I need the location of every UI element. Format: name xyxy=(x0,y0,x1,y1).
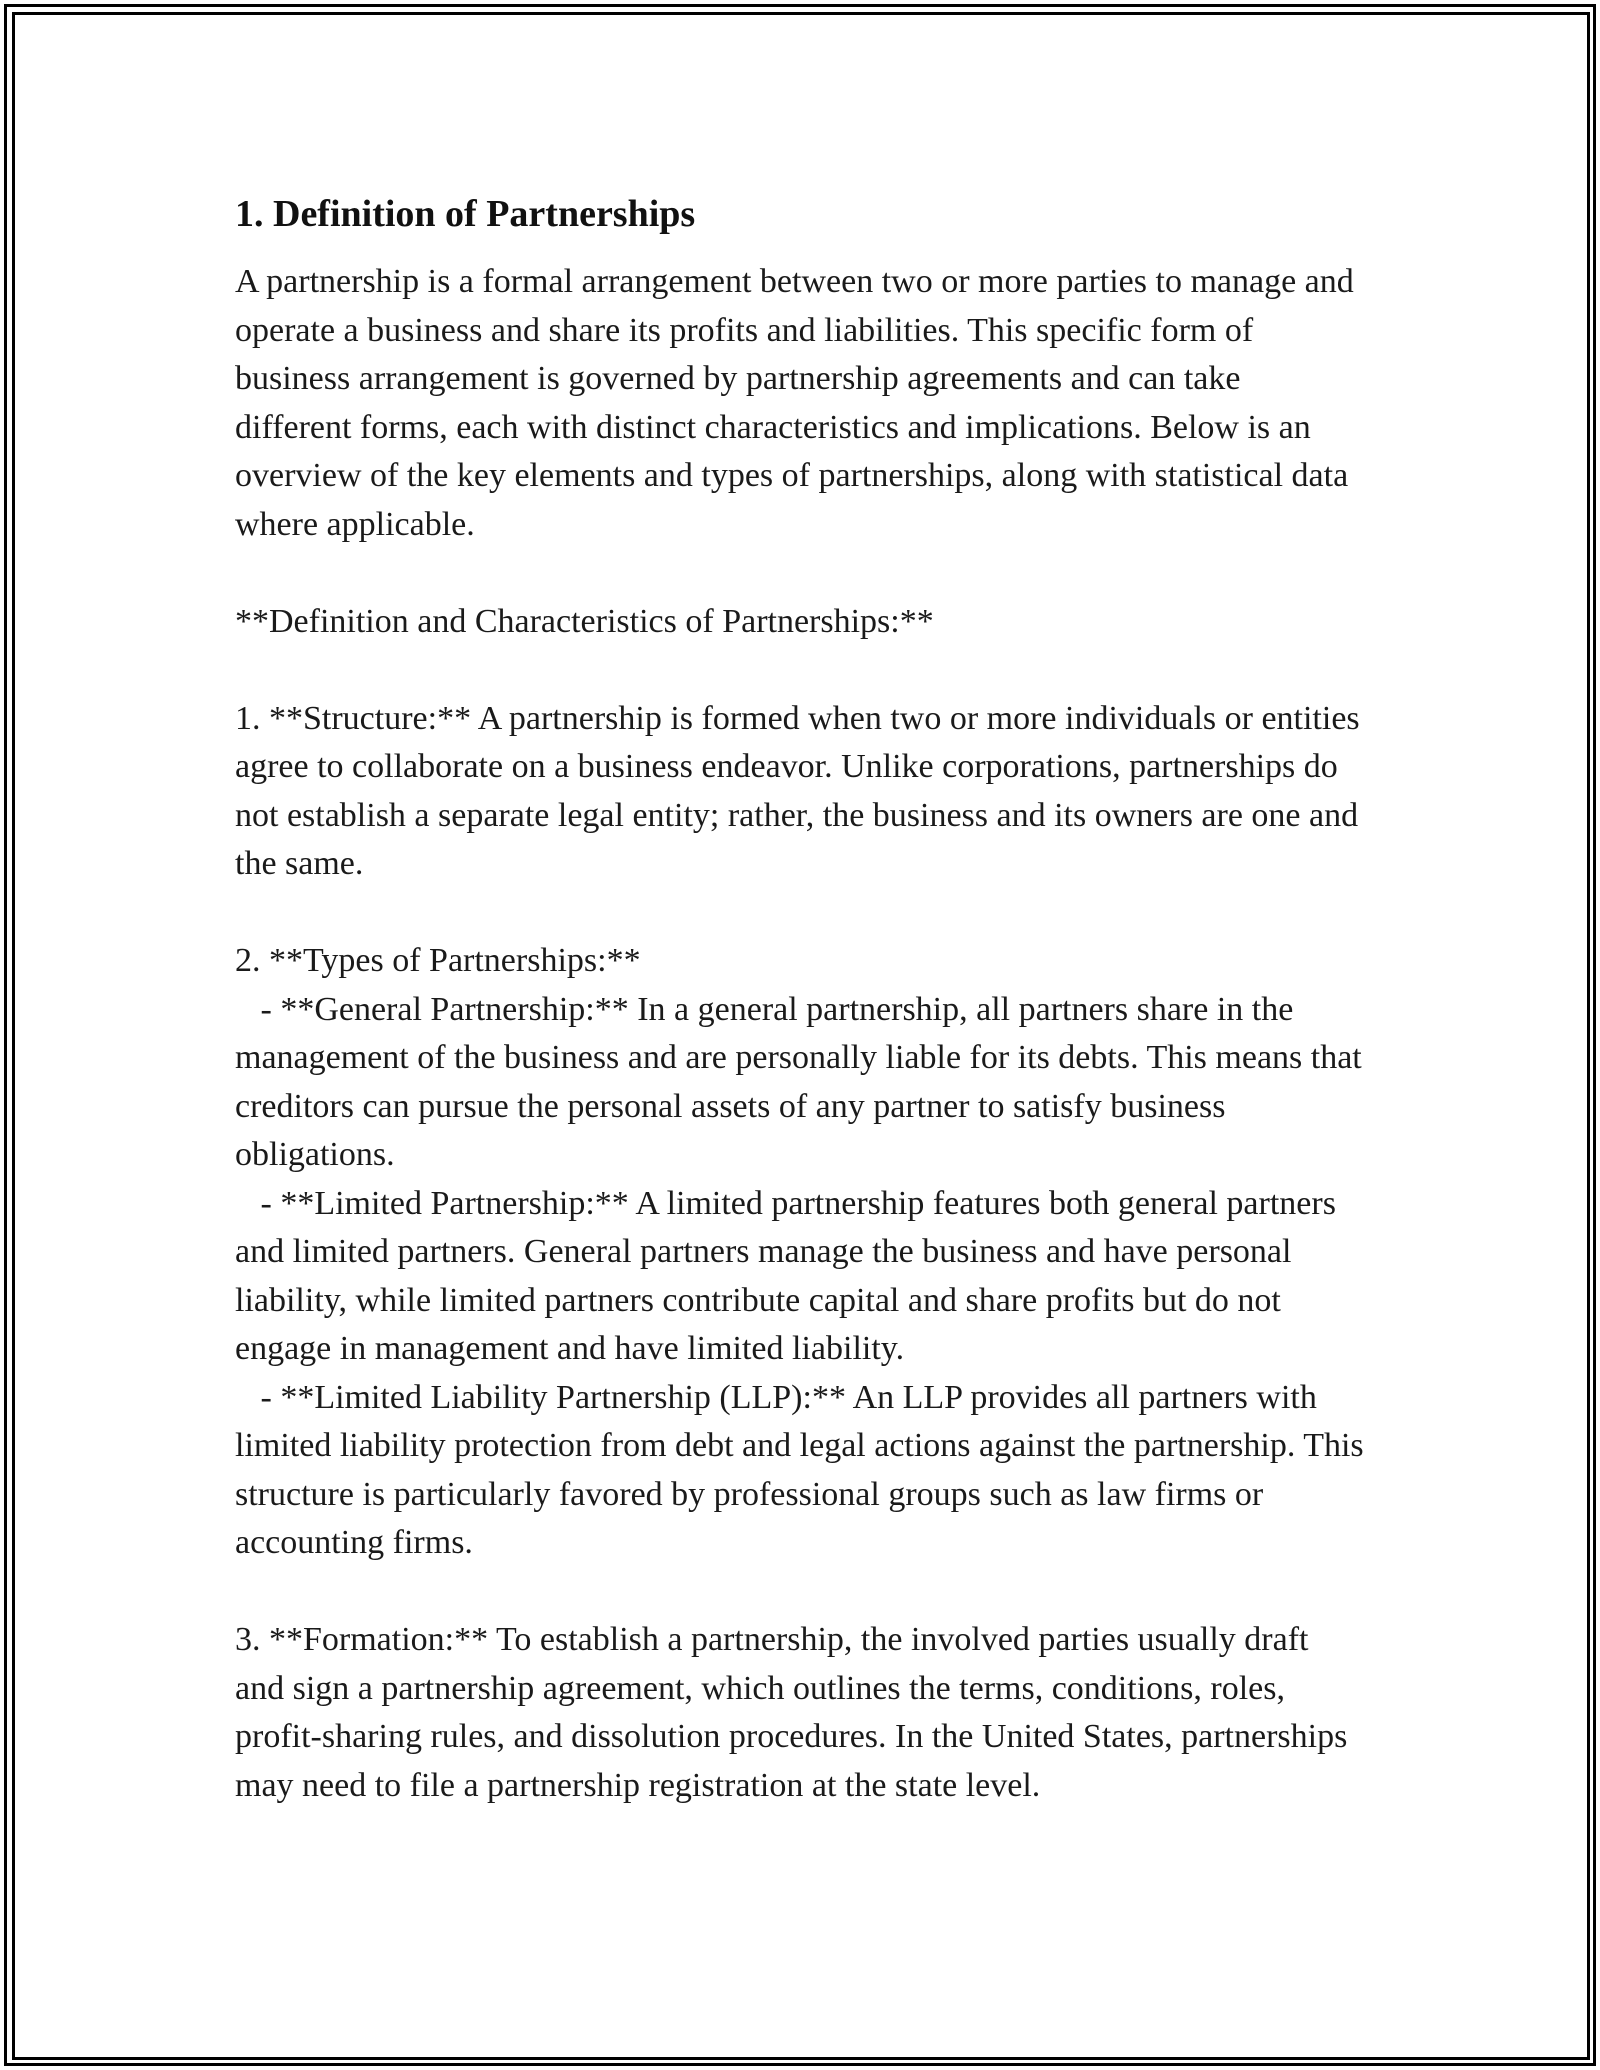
types-title: 2. **Types of Partnerships:** xyxy=(235,942,641,979)
formation-paragraph: 3. **Formation:** To establish a partnership, the involved parties usually draft and sign a partnership agreement, which outlines the terms, conditions, roles, profit-sharing rules, and dissolution procedures. In the United States, partnerships may need to file a partnership registration at the state level. xyxy=(235,1621,1356,1804)
paragraph-spacer xyxy=(235,646,1365,695)
characteristics-subheading: **Definition and Characteristics of Partnerships:** xyxy=(235,602,934,640)
paragraph-spacer xyxy=(235,1568,1365,1617)
type-limited-partnership: - **Limited Partnership:** A limited partnership features both general partners and limited partners. General partners manage the business and have personal liability, while limited partners contribute capital and share profits but do not engage in management and have limited liability. xyxy=(235,1184,1345,1367)
type-general-partnership: - **General Partnership:** In a general partnership, all partners share in the management of the business and are personally liable for its debts. This means that creditors can pursue the personal assets of any partner to satisfy business obligations. xyxy=(235,990,1371,1173)
document-body xyxy=(235,186,1373,1810)
intro-paragraph: A partnership is a formal arrangement between two or more parties to manage and operate a business and share its profits and liabilities. This specific form of business arrangement is governed by partnership agreements and can take different forms, each with distinct characteristics and implications. Below is an overview of the key elements and types of partnerships, along with statistical data where applicable. xyxy=(235,263,1363,543)
type-llp: - **Limited Liability Partnership (LLP):** An LLP provides all partners with limited liability protection from debt and legal actions against the partnership. This structure is particularly favored by professional groups such as law firms or accounting firms. xyxy=(235,1378,1373,1561)
paragraph-spacer xyxy=(235,889,1365,938)
section-heading: 1. Definition of Partnerships xyxy=(235,193,696,235)
paragraph-spacer xyxy=(235,549,1365,598)
structure-paragraph: 1. **Structure:** A partnership is formed when two or more individuals or entities agree to collaborate on a business endeavor. Unlike corporations, partnerships do not establish a separate legal entity; rather, the business and its owners are one and the same. xyxy=(235,699,1369,882)
